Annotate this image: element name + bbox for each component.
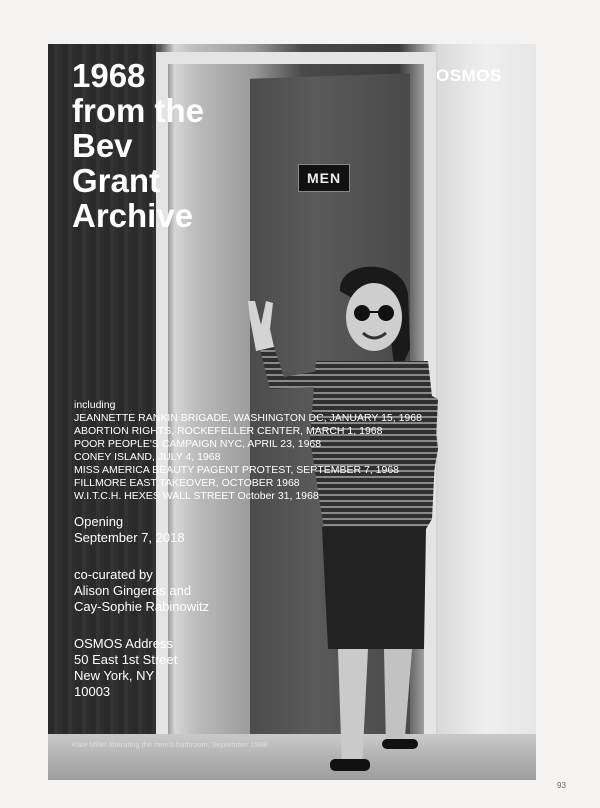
- curators-label: co-curated by: [74, 567, 153, 582]
- opening-date: September 7, 2018: [74, 530, 185, 545]
- photo-caption: Kate Millet liberating the men's bathroom, September 1968: [72, 740, 268, 749]
- opening-block: [74, 514, 185, 546]
- face: [346, 283, 402, 351]
- raised-arm: [260, 347, 318, 389]
- address-zip: 10003: [74, 684, 111, 699]
- address-label: OSMOS Address: [74, 636, 173, 651]
- event-item: FILLMORE EAST TAKEOVER, OCTOBER 1968: [74, 477, 300, 489]
- title-line: Bev: [72, 127, 133, 164]
- men-sign: MEN: [298, 164, 350, 192]
- curator-line: Alison Gingeras and: [74, 583, 192, 598]
- event-item: JEANNETTE RANKIN BRIGADE, WASHINGTON DC, JANUARY 15, 1968: [74, 412, 422, 424]
- event-item: POOR PEOPLE'S CAMPAIGN NYC, APRIL 23, 1968: [74, 438, 322, 450]
- event-item: MISS AMERICA BEAUTY PAGENT PROTEST, SEPTEMBER 7, 1968: [74, 464, 400, 476]
- brand-logo: OSMOS: [436, 66, 502, 85]
- title-line: from the: [72, 92, 204, 129]
- event-item: CONEY ISLAND, JULY 4, 1968: [74, 451, 221, 463]
- dark-skirt: [322, 527, 426, 649]
- opening-label: Opening: [74, 514, 124, 529]
- events-list: [74, 399, 434, 503]
- curator-line: Cay-Sophie Rabinowitz: [74, 599, 210, 614]
- sunglasses-right: [378, 305, 394, 321]
- woman-figure: [198, 239, 438, 779]
- title-line: Grant: [72, 162, 161, 199]
- including-label: including: [74, 399, 116, 411]
- page-title: [72, 58, 272, 233]
- event-item: ABORTION RIGHTS, ROCKEFELLER CENTER, MARCH 1, 1968: [74, 425, 383, 437]
- address-street: 50 East 1st Street: [74, 652, 178, 667]
- address-block: [74, 636, 177, 700]
- curators-block: [74, 567, 209, 615]
- sunglasses-left: [354, 305, 370, 321]
- page-number: 93: [557, 781, 566, 790]
- address-city: New York, NY: [74, 668, 155, 683]
- event-item: W.I.T.C.H. HEXES WALL STREET October 31, 1968: [74, 490, 319, 502]
- peace-hand: [248, 301, 274, 351]
- title-line: 1968: [72, 57, 146, 94]
- title-line: Archive: [72, 197, 194, 234]
